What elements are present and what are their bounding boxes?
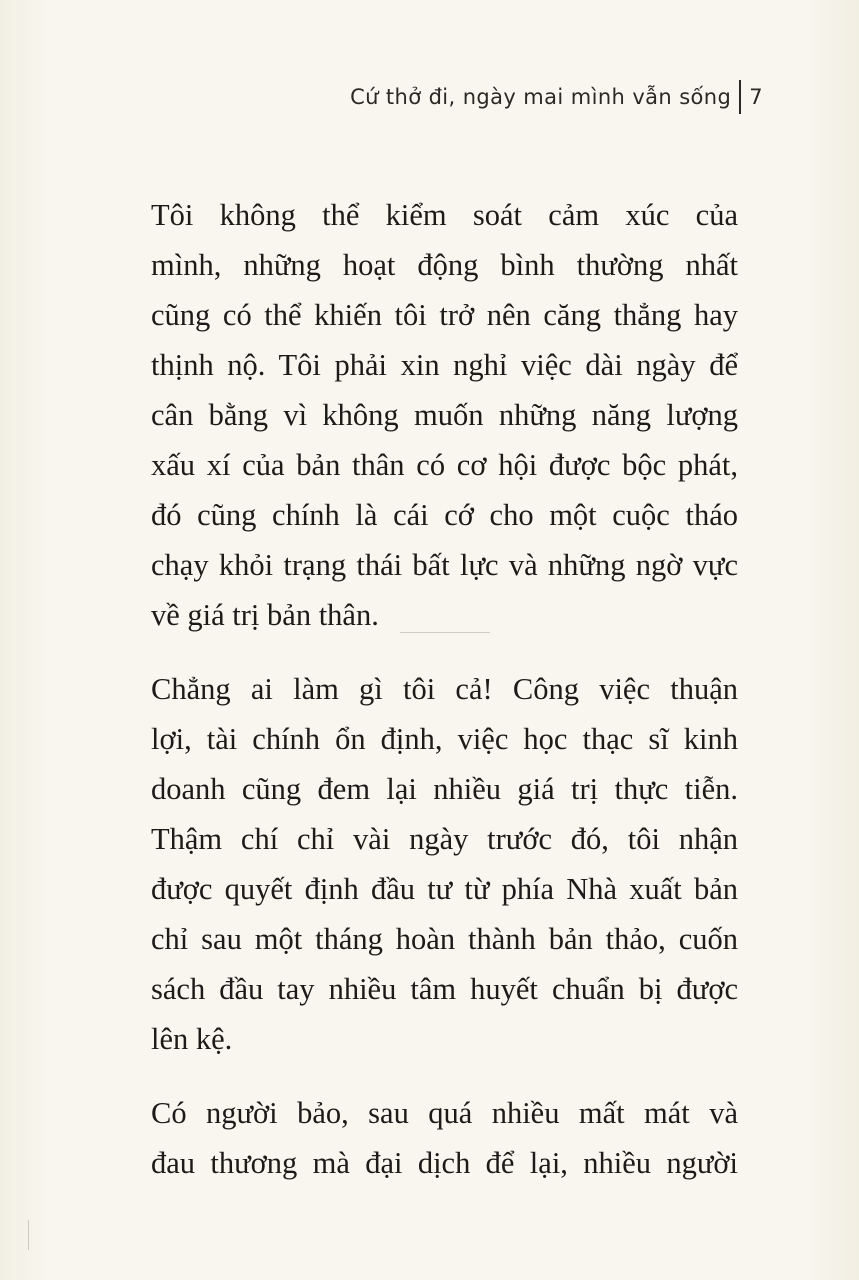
text-line: được quyết định đầu tư từ phía Nhà xuất bản bbox=[151, 872, 738, 906]
scan-mark bbox=[28, 1220, 29, 1250]
text-line: thịnh nộ. Tôi phải xin nghỉ việc dài ngày để bbox=[151, 348, 738, 382]
running-title: Cứ thở đi, ngày mai mình vẫn sống bbox=[350, 85, 732, 109]
paragraph-1 bbox=[120, 190, 738, 640]
text-line: đó cũng chính là cái cớ cho một cuộc tháo bbox=[151, 498, 738, 532]
text-line: về giá trị bản thân. bbox=[151, 598, 379, 632]
text-line: lên kệ. bbox=[151, 1022, 233, 1056]
paragraph-3 bbox=[120, 1088, 738, 1188]
text-line: cũng có thể khiến tôi trở nên căng thẳng hay bbox=[151, 298, 738, 332]
running-header bbox=[350, 79, 763, 115]
scan-mark bbox=[400, 632, 490, 633]
paragraph-2 bbox=[120, 664, 738, 1064]
text-line: mình, những hoạt động bình thường nhất bbox=[151, 248, 738, 282]
body-text bbox=[120, 190, 738, 1212]
text-line: sách đầu tay nhiều tâm huyết chuẩn bị được bbox=[151, 972, 738, 1006]
text-line: chỉ sau một tháng hoàn thành bản thảo, cuốn bbox=[151, 922, 738, 956]
text-line: Có người bảo, sau quá nhiều mất mát và bbox=[151, 1096, 738, 1130]
text-line: đau thương mà đại dịch để lại, nhiều người bbox=[151, 1146, 738, 1180]
header-divider bbox=[739, 80, 741, 114]
page-number: 7 bbox=[749, 85, 763, 109]
text-line: Thậm chí chỉ vài ngày trước đó, tôi nhận bbox=[151, 822, 738, 856]
text-line: cân bằng vì không muốn những năng lượng bbox=[151, 398, 738, 432]
text-line: Chẳng ai làm gì tôi cả! Công việc thuận bbox=[151, 672, 738, 706]
text-line: lợi, tài chính ổn định, việc học thạc sĩ kinh bbox=[151, 722, 738, 756]
text-line: Tôi không thể kiểm soát cảm xúc của bbox=[151, 198, 738, 232]
text-line: doanh cũng đem lại nhiều giá trị thực tiễn. bbox=[151, 772, 738, 806]
text-line: chạy khỏi trạng thái bất lực và những ngờ vực bbox=[151, 548, 738, 582]
text-line: xấu xí của bản thân có cơ hội được bộc phát, bbox=[151, 448, 738, 482]
